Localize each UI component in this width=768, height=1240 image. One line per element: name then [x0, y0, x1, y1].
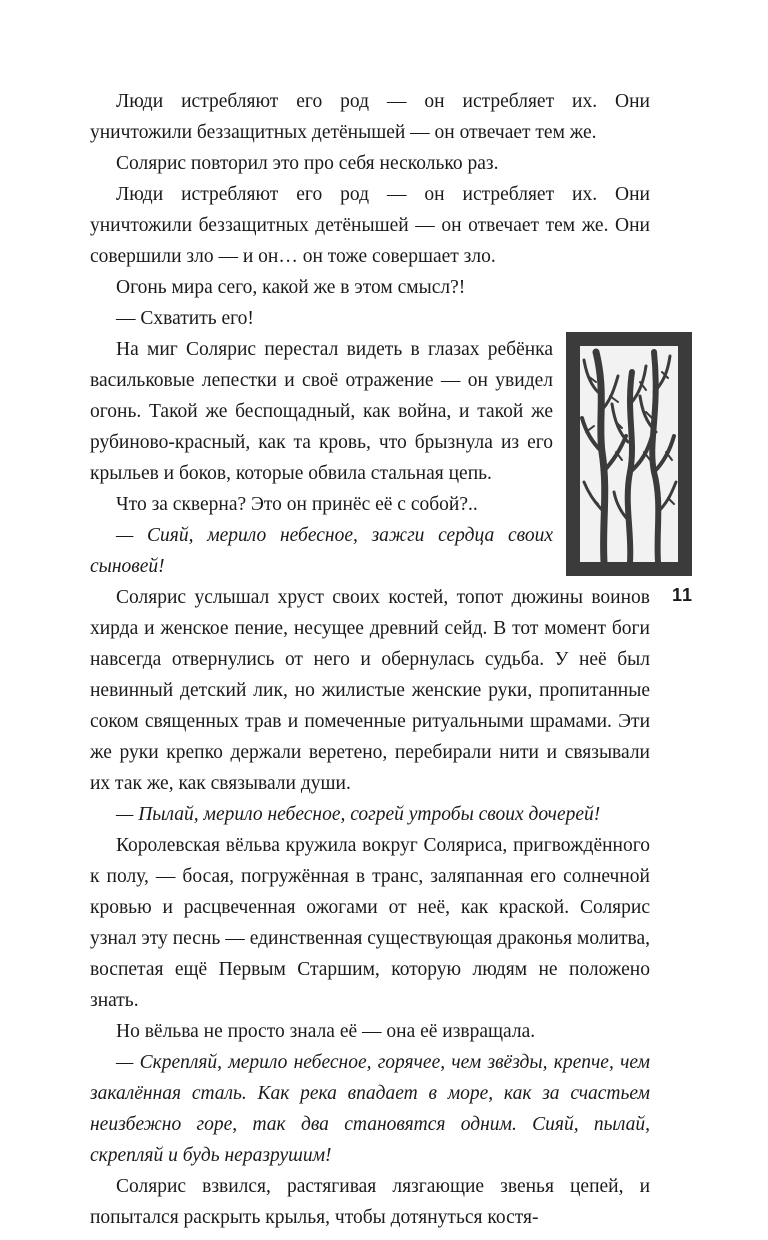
paragraph: Люди истребляют его род — он истребляет их. Они уничтожили беззащитных детёнышей — он отвечает тем же. Они совершили зло — и он… он тоже совершает зло. [90, 184, 650, 267]
paragraph-italic: — Сияй, мерило небесное, зажги сердца своих сыновей! [90, 525, 553, 577]
paragraph: Солярис взвился, растягивая лязгающие звенья цепей, и попытался раскрыть крылья, чтобы дотянуться костя- [90, 1176, 650, 1228]
paragraph: Что за скверна? Это он принёс её с собой?.. [116, 494, 478, 515]
paragraph: Огонь мира сего, какой же в этом смысл?! [116, 277, 466, 298]
paragraph-italic: — Скрепляй, мерило небесное, горячее, чем звёзды, крепче, чем закалённая сталь. Как река впадает в море, как за счастьем неизбежно горе, так два становятся одним. Сияй, пылай, скрепляй и будь неразрушим! [90, 1052, 650, 1166]
paragraph: Но вёльва не просто знала её — она её извращала. [116, 1021, 536, 1042]
paragraph: Люди истребляют его род — он истребляет их. Они уничтожили беззащитных детёнышей — он отвечает тем же. [90, 91, 650, 143]
paragraph: На миг Солярис перестал видеть в глазах ребёнка васильковые лепестки и своё отражение — он увидел огонь. Такой же беспощадный, как война, и такой же рубиново-красный, как та кровь, что брызнула из его крыльев и боков, которые обвила стальная цепь. [90, 339, 553, 484]
page-body-text [90, 86, 650, 1233]
paragraph: — Схватить его! [116, 308, 254, 329]
paragraph: Солярис повторил это про себя несколько раз. [116, 153, 499, 174]
paragraph: Королевская вёльва кружила вокруг Соляриса, пригвождённого к полу, — босая, погружённая в транс, заляпанная его солнечной кровью и расцвеченная ожогами от неё, как краской. Солярис узнал эту песнь — единственная существующая драконья молитва, воспетая ещё Первым Старшим, которую людям не положено знать. [90, 835, 650, 1011]
paragraph-italic: — Пылай, мерило небесное, согрей утробы своих дочерей! [116, 804, 601, 825]
tree-ornament-icon [566, 332, 692, 576]
paragraph: Солярис услышал хруст своих костей, топот дюжины воинов хирда и женское пение, несущее древний сейд. В тот момент боги навсегда отвернулись от него и обернулась судьба. У неё был невинный детский лик, но жилистые женские руки, пропитанные соком священных трав и помеченные ритуальными шрамами. Эти же руки крепко держали веретено, перебирали нити и связывали их так же, как связывали души. [90, 587, 650, 794]
page-number: 11 [672, 585, 694, 605]
